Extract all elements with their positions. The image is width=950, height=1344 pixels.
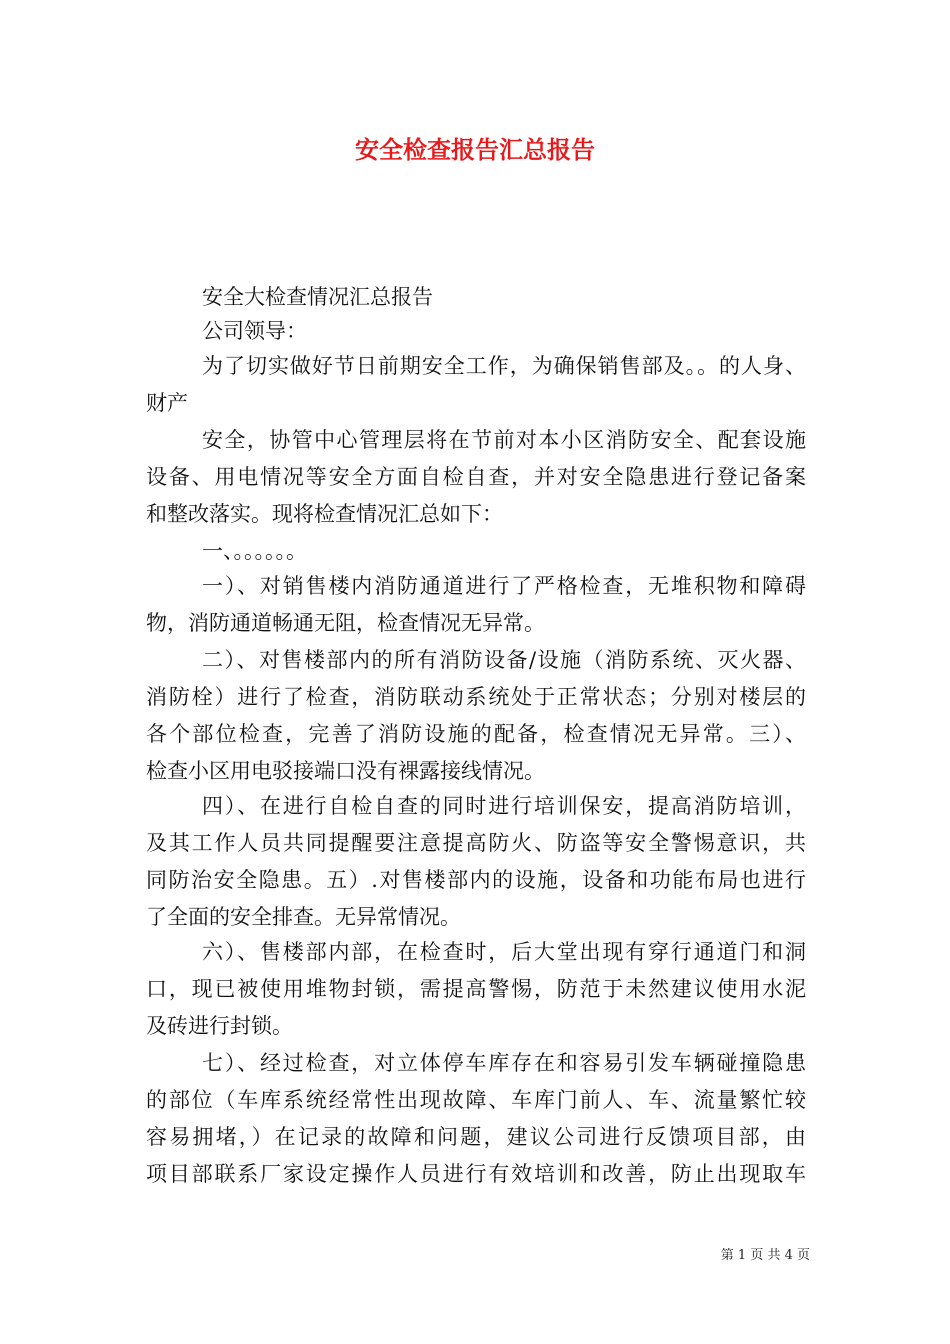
text-line: 财产: [146, 391, 188, 415]
text-line: 一、。。。。。。: [202, 539, 307, 563]
text-line: 的部位（车库系统经常性出现故障、车库门前人、车、流量繁忙较: [146, 1088, 806, 1112]
text-line: 安全，协管中心管理层将在节前对本小区消防安全、配套设施: [202, 428, 806, 452]
page-number: 第 1 页 共 4 页: [720, 1248, 810, 1263]
text-line: 及砖进行封锁。: [146, 1014, 293, 1038]
text-line: 七）、经过检查，对立体停车库存在和容易引发车辆碰撞隐患: [202, 1051, 806, 1075]
text-line: 了全面的安全排查。无异常情况。: [146, 905, 461, 929]
text-line: 四）、在进行自检自查的同时进行培训保安，提高消防培训，: [202, 794, 806, 818]
document-title: 安全检查报告汇总报告: [355, 135, 595, 164]
text-line: 六）、售楼部内部，在检查时，后大堂出现有穿行通道门和洞: [202, 940, 806, 964]
text-line: 为了切实做好节日前期安全工作，为确保销售部及。。的人身、: [202, 354, 806, 378]
text-line: 及其工作人员共同提醒要注意提高防火、防盗等安全警惕意识，共: [146, 831, 806, 855]
text-line: 容易拥堵，）在记录的故障和问题，建议公司进行反馈项目部，由: [146, 1125, 806, 1149]
text-line: 项目部联系厂家设定操作人员进行有效培训和改善，防止出现取车: [146, 1162, 806, 1186]
text-line: 检查小区用电驳接端口没有裸露接线情况。: [146, 759, 545, 783]
text-line: 口，现已被使用堆物封锁，需提高警惕，防范于未然建议使用水泥: [146, 977, 806, 1001]
text-line: 消防栓）进行了检查，消防联动系统处于正常状态；分别对楼层的: [146, 685, 806, 709]
text-line: 安全大检查情况汇总报告: [202, 285, 433, 309]
text-line: 公司领导：: [202, 319, 307, 343]
text-line: 和整改落实。现将检查情况汇总如下：: [146, 502, 503, 526]
text-line: 物，消防通道畅通无阻，检查情况无异常。: [146, 611, 545, 635]
text-line: 二）、对售楼部内的所有消防设备/设施（消防系统、灭火器、: [202, 648, 806, 672]
text-line: 设备、用电情况等安全方面自检自查，并对安全隐患进行登记备案: [146, 465, 806, 489]
text-line: 同防治安全隐患。五）.对售楼部内的设施，设备和功能布局也进行: [146, 868, 806, 892]
text-line: 各个部位检查，完善了消防设施的配备，检查情况无异常。三）、: [146, 722, 806, 746]
text-line: 一）、对销售楼内消防通道进行了严格检查，无堆积物和障碍: [202, 574, 806, 598]
